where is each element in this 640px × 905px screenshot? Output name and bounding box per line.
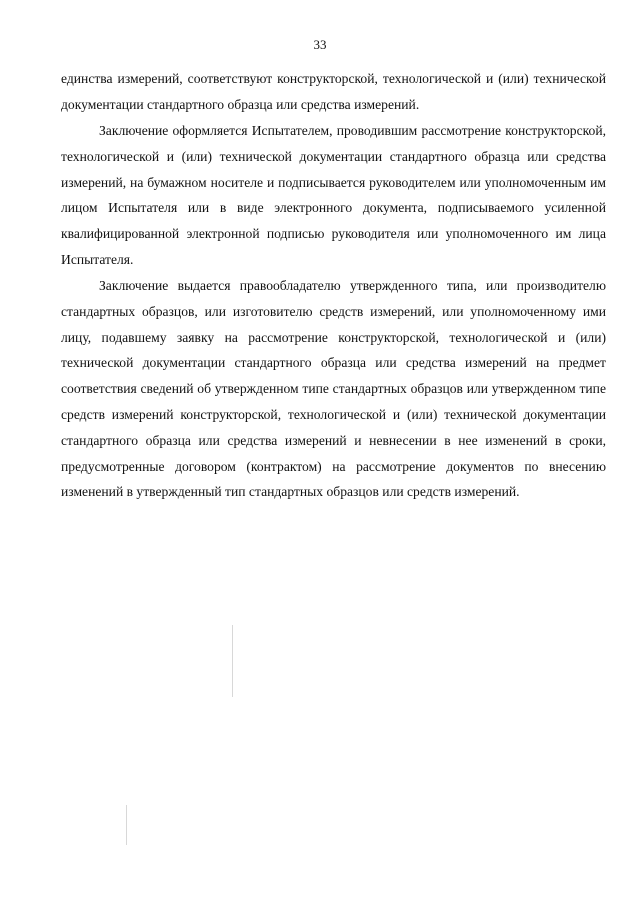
scan-artifact-line xyxy=(126,805,127,845)
paragraph-1-container xyxy=(61,66,606,118)
paragraph-2: Заключение оформляется Испытателем, проводившим рассмотрение конструкторской, технологической и (или) технической документации стандартного образца или средства измерений, на бумажном носителе и подписывается руководителем или уполномоченным им лицом Испытателя или в виде электронного документа, подписываемого усиленной квалифицированной электронной подписью руководителя или уполномоченного им лица Испытателя. xyxy=(61,123,606,267)
scan-artifact-line xyxy=(232,625,233,697)
page-number: 33 xyxy=(313,37,327,52)
paragraph-1: единства измерений, соответствуют конструкторской, технологической и (или) технической документации стандартного образца или средства измерений. xyxy=(61,71,606,112)
paragraph-3: Заключение выдается правообладателю утвержденного типа, или производителю стандартных образцов, или изготовителю средств измерений, или уполномоченному ими лицу, подавшему заявку на рассмотрение конструкторской, технологической и (или) технической документации стандартного образца или средства измерений на предмет соответствия сведений об утвержденном типе стандартных образцов или утвержденном типе средств измерений конструкторской, технологической и (или) технической документации стандартного образца или средства измерений и невнесении в нее изменений в сроки, предусмотренные договором (контрактом) на рассмотрение документов по внесению изменений в утвержденный тип стандартных образцов или средств измерений. xyxy=(61,278,606,500)
paragraph-2-container xyxy=(61,118,606,273)
paragraph-3-container xyxy=(61,273,606,505)
